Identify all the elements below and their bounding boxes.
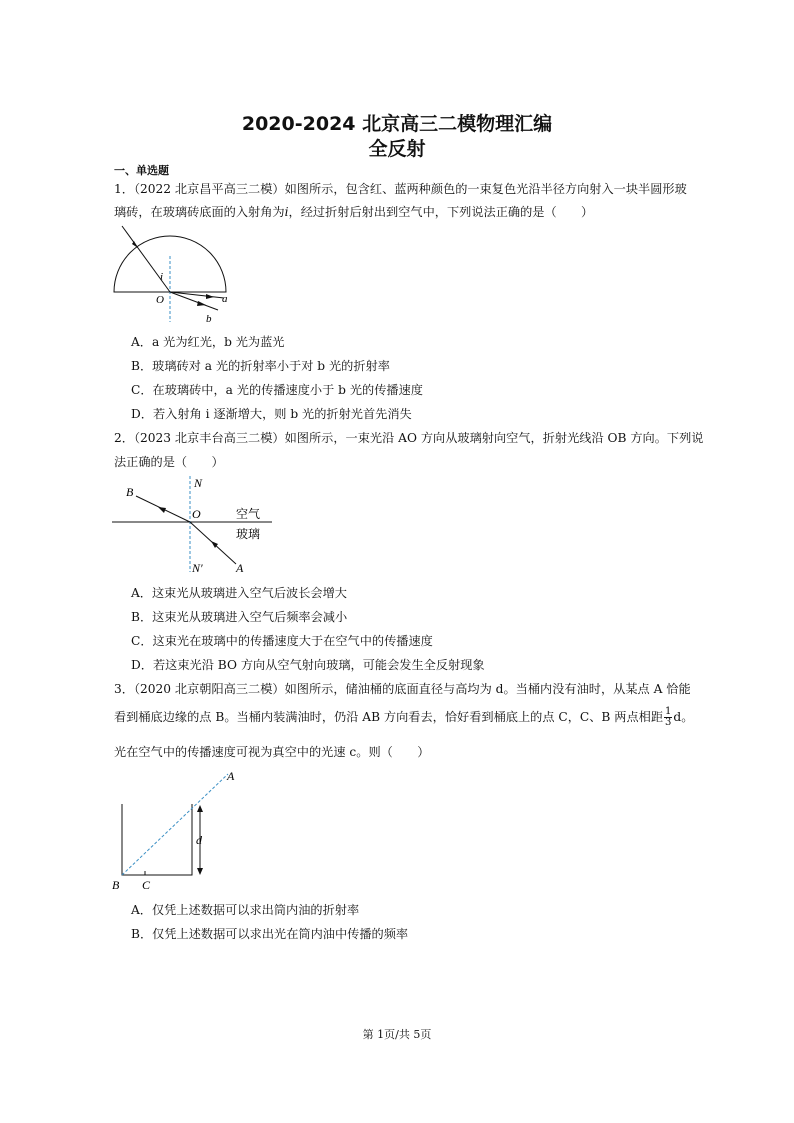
label-N-prime: N′ <box>192 561 203 575</box>
q2-option-b: B．这束光从玻璃进入空气后频率会减小 <box>131 610 348 624</box>
ray-OB-arrow <box>158 507 166 513</box>
page-footer: 第 1页/共 5页 <box>362 1028 432 1041</box>
label-O: O <box>192 507 201 521</box>
incident-arrow <box>132 241 138 248</box>
label-air: 空气 <box>236 507 261 521</box>
q1-option-a: A．a 光为红光，b 光为蓝光 <box>131 335 285 349</box>
q2-option-c: C．这束光在玻璃中的传播速度大于在空气中的传播速度 <box>131 634 433 648</box>
q1-semicircle-figure <box>108 222 238 324</box>
label-glass: 玻璃 <box>236 527 261 541</box>
label-B: B <box>112 878 120 892</box>
q1-option-b: B．玻璃砖对 a 光的折射率小于对 b 光的折射率 <box>131 359 390 373</box>
label-b: b <box>206 313 212 324</box>
q1-option-c: C．在玻璃砖中，a 光的传播速度小于 b 光的传播速度 <box>131 383 423 397</box>
height-arrow-top <box>197 805 203 812</box>
q3-stem-line2: 看到桶底边缘的点 B。当桶内装满油时，仍沿 AB 方向看去，恰好看到桶底上的点 C，C、B 两点相距 $\frac{1}{3}$ d。 <box>114 706 694 728</box>
q3-option-b: B．仅凭上述数据可以求出光在筒内油中传播的频率 <box>131 927 409 941</box>
q1-stem-line2: 璃砖，在玻璃砖底面的入射角为i，经过折射后射出到空气中，下列说法正确的是（ ） <box>114 205 594 219</box>
label-O: O <box>156 294 164 306</box>
q1-stem-line1: 1．（2022 北京昌平高三二模）如图所示，包含红、蓝两种颜色的一束复色光沿半径方向射入一块半圆形玻 <box>114 182 687 196</box>
barrel-outline <box>122 804 192 875</box>
document-subtitle: 全反射 <box>368 138 426 160</box>
label-d: d <box>196 833 202 847</box>
label-B: B <box>126 485 134 499</box>
one-third-fraction: $\frac{1}{3}$ <box>665 706 672 728</box>
label-A: A <box>236 561 244 575</box>
q2-stem-line2: 法正确的是（ ） <box>114 455 224 469</box>
section-heading: 一、单选题 <box>114 164 169 177</box>
document-title: 2020-2024 北京高三二模物理汇编 <box>241 113 553 135</box>
height-arrow-bottom <box>197 868 203 875</box>
q2-option-d: D．若这束光沿 BO 方向从空气射向玻璃，可能会发生全反射现象 <box>131 658 485 672</box>
sight-line <box>122 774 228 875</box>
label-N: N <box>194 476 203 490</box>
q2-interface-figure <box>110 474 275 576</box>
label-i: i <box>160 271 164 283</box>
q2-stem-line1: 2．（2023 北京丰台高三二模）如图所示，一束光沿 AO 方向从玻璃射向空气，折射光线沿 OB 方向。下列说 <box>114 431 704 445</box>
q3-stem-line3: 光在空气中的传播速度可视为真空中的光速 c。则（ ） <box>114 745 430 759</box>
label-C: C <box>142 878 151 892</box>
q1-option-d: D．若入射角 i 逐渐增大，则 b 光的折射光首先消失 <box>131 407 412 421</box>
q2-option-a: A．这束光从玻璃进入空气后波长会增大 <box>131 586 347 600</box>
q3-oil-barrel-figure <box>110 768 240 894</box>
q3-option-a: A．仅凭上述数据可以求出筒内油的折射率 <box>131 903 360 917</box>
q3-stem-line1: 3．（2020 北京朝阳高三二模）如图所示，储油桶的底面直径与高均为 d。当桶内没有油时，从某点 A 恰能 <box>114 682 691 696</box>
label-A: A <box>227 769 235 783</box>
label-a: a <box>222 293 228 305</box>
